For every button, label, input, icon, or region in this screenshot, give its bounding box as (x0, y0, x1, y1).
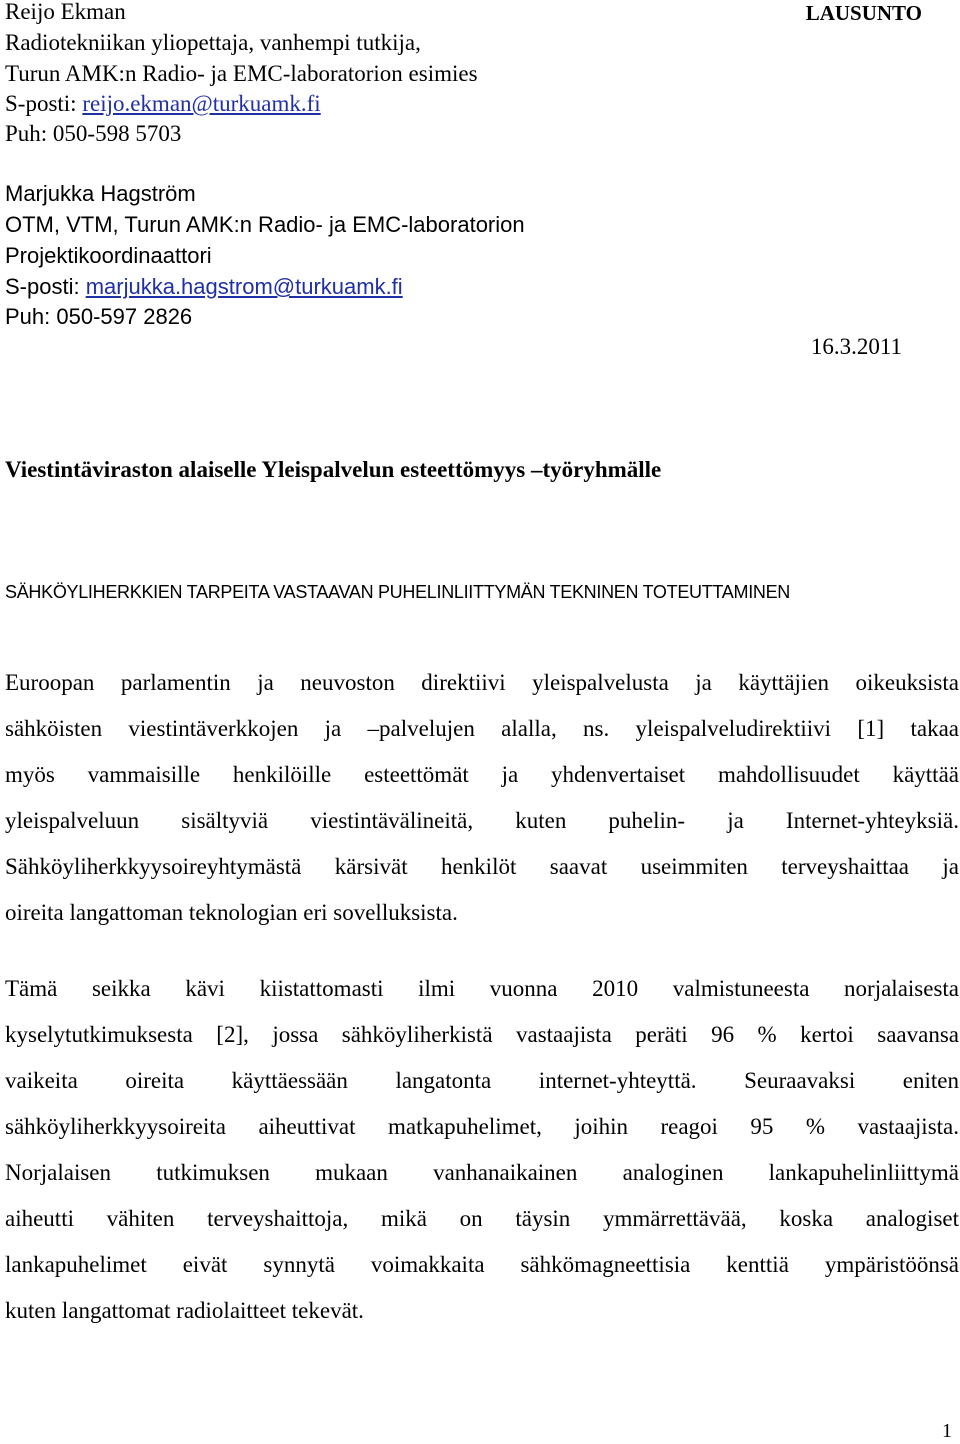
paragraph-line: yleispalveluun sisältyviä viestintävälineitä, kuten puhelin- ja Internet-yhteyksiä. (5, 808, 959, 833)
author2-role: Projektikoordinaattori (5, 243, 212, 268)
author1-title: Radiotekniikan yliopettaja, vanhempi tutkija, (5, 30, 421, 55)
author2-email-line (5, 272, 403, 302)
paragraph-line: Euroopan parlamentin ja neuvoston direktiivi yleispalvelusta ja käyttäjien oikeuksista (5, 670, 959, 695)
paragraph-line: Sähköyliherkkyysoireyhtymästä kärsivät henkilöt saavat useimmiten terveyshaittaa ja (5, 854, 959, 879)
paragraph-line: myös vammaisille henkilöille esteettömät ja yhdenvertaiset mahdollisuudet käyttää (5, 762, 959, 787)
paragraph-line: sähköyliherkkyysoireita aiheuttivat matkapuhelimet, joihin reagoi 95 % vastaajista. (5, 1114, 959, 1139)
author2-email-link[interactable]: marjukka.hagstrom@turkuamk.fi (85, 274, 403, 299)
author1-role: Turun AMK:n Radio- ja EMC-laboratorion esimies (5, 61, 478, 86)
paragraph-line: Tämä seikka kävi kiistattomasti ilmi vuonna 2010 valmistuneesta norjalaisesta (5, 976, 959, 1001)
author1-email-label: S-posti: (5, 91, 83, 116)
paragraph-line: oireita langattoman teknologian eri sovelluksista. (5, 900, 458, 925)
author2-email-label: S-posti: (5, 274, 86, 299)
author1-phone: Puh: 050-598 5703 (5, 121, 182, 146)
paragraph-line: sähköisten viestintäverkkojen ja –palvelujen alalla, ns. yleispalveludirektiivi [1] takaa (5, 716, 959, 741)
document-title: Viestintäviraston alaiselle Yleispalvelun esteettömyys –työryhmälle (5, 457, 662, 482)
document-date: 16.3.2011 (810, 334, 902, 359)
document-type-label: LAUSUNTO (805, 1, 922, 25)
paragraph-line: Norjalaisen tutkimuksen mukaan vanhanaikainen analoginen lankapuhelinliittymä (5, 1160, 959, 1185)
author2-title: OTM, VTM, Turun AMK:n Radio- ja EMC-laboratorion (5, 212, 525, 237)
paragraph-line: lankapuhelimet eivät synnytä voimakkaita sähkömagneettisia kenttiä ympäristöönsä (5, 1252, 959, 1277)
author2-phone: Puh: 050-597 2826 (5, 304, 193, 329)
author1-name: Reijo Ekman (5, 0, 126, 24)
page-number: 1 (942, 1420, 952, 1442)
paragraph-line: kyselytutkimuksesta [2], jossa sähköyliherkistä vastaajista peräti 96 % kertoi saavansa (5, 1022, 959, 1047)
paragraph-line: kuten langattomat radiolaitteet tekevät. (5, 1298, 364, 1323)
author2-name: Marjukka Hagström (5, 181, 196, 206)
author1-email-link[interactable]: reijo.ekman@turkuamk.fi (82, 91, 321, 116)
section-heading: SÄHKÖYLIHERKKIEN TARPEITA VASTAAVAN PUHELINLIITTYMÄN TEKNINEN TOTEUTTAMINEN (5, 582, 790, 602)
paragraph-line: vaikeita oireita käyttäessään langatonta internet-yhteyttä. Seuraavaksi eniten (5, 1068, 959, 1093)
paragraph-line: aiheutti vähiten terveyshaittoja, mikä on täysin ymmärrettävää, koska analogiset (5, 1206, 959, 1231)
author1-email-line (5, 89, 321, 119)
